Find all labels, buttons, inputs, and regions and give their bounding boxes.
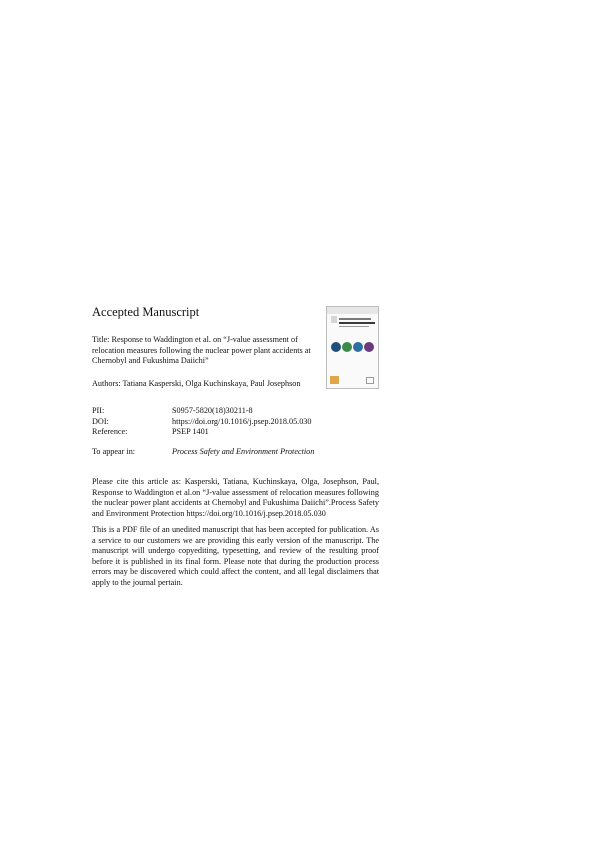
- to-appear-in-row: [92, 447, 314, 456]
- cover-circle: [342, 342, 352, 352]
- reference-value: PSEP 1401: [172, 427, 209, 436]
- manuscript-metadata: [92, 406, 312, 438]
- cover-circle-images: [331, 342, 374, 352]
- doi-row: [92, 417, 312, 428]
- cover-title-line: [339, 322, 375, 324]
- journal-name: Process Safety and Environment Protection: [172, 447, 315, 456]
- manuscript-title: Title: Response to Waddington et al. on “J-value assessment of relocation measures following the nuclear power plant accidents at Chernobyl and Fukushima Daiichi”: [92, 335, 311, 366]
- cover-top-band: [327, 307, 378, 314]
- cover-circle: [353, 342, 363, 352]
- society-logo-icon: [366, 377, 374, 384]
- citation-paragraph: Please cite this article as: Kasperski, Tatiana, Kuchinskaya, Olga, Josephson, Paul, Response to Waddington et al.on “J-value assessment of relocation measures following the nuclear power plant accidents at Chernobyl and Fukushima Daiichi”.Process Safety and Environment Protection https://doi.org/10.1016/j.psep.2018.05.030: [92, 477, 379, 518]
- cover-title-line: [339, 318, 371, 320]
- doi-label: DOI:: [92, 416, 109, 426]
- to-appear-label: To appear in:: [92, 447, 136, 456]
- manuscript-authors: Authors: Tatiana Kasperski, Olga Kuchinskaya, Paul Josephson: [92, 379, 301, 388]
- publisher-logo-icon: [331, 316, 337, 323]
- pii-label: PII:: [92, 406, 105, 415]
- pii-value: S0957-5820(18)30211-8: [172, 406, 253, 415]
- disclaimer-paragraph: This is a PDF file of an unedited manuscript that has been accepted for publication. As a service to our customers we are providing this early version of the manuscript. The manuscript will undergo copyediting, typesetting, and review of the resulting proof before it is published in its final form. Please note that during the production process errors may be discovered which could affect the content, and all legal disclaimers that apply to the journal pertain.: [92, 525, 379, 587]
- cover-circle: [364, 342, 374, 352]
- page-heading: Accepted Manuscript: [92, 305, 200, 319]
- reference-label: Reference:: [92, 427, 128, 436]
- doi-link[interactable]: https://doi.org/10.1016/j.psep.2018.05.030: [172, 416, 312, 426]
- cover-circle: [331, 342, 341, 352]
- reference-row: [92, 427, 312, 438]
- elsevier-logo-icon: [330, 376, 339, 384]
- journal-cover-image: [326, 306, 379, 389]
- cover-subtitle-line: [339, 326, 369, 327]
- pii-row: [92, 406, 312, 417]
